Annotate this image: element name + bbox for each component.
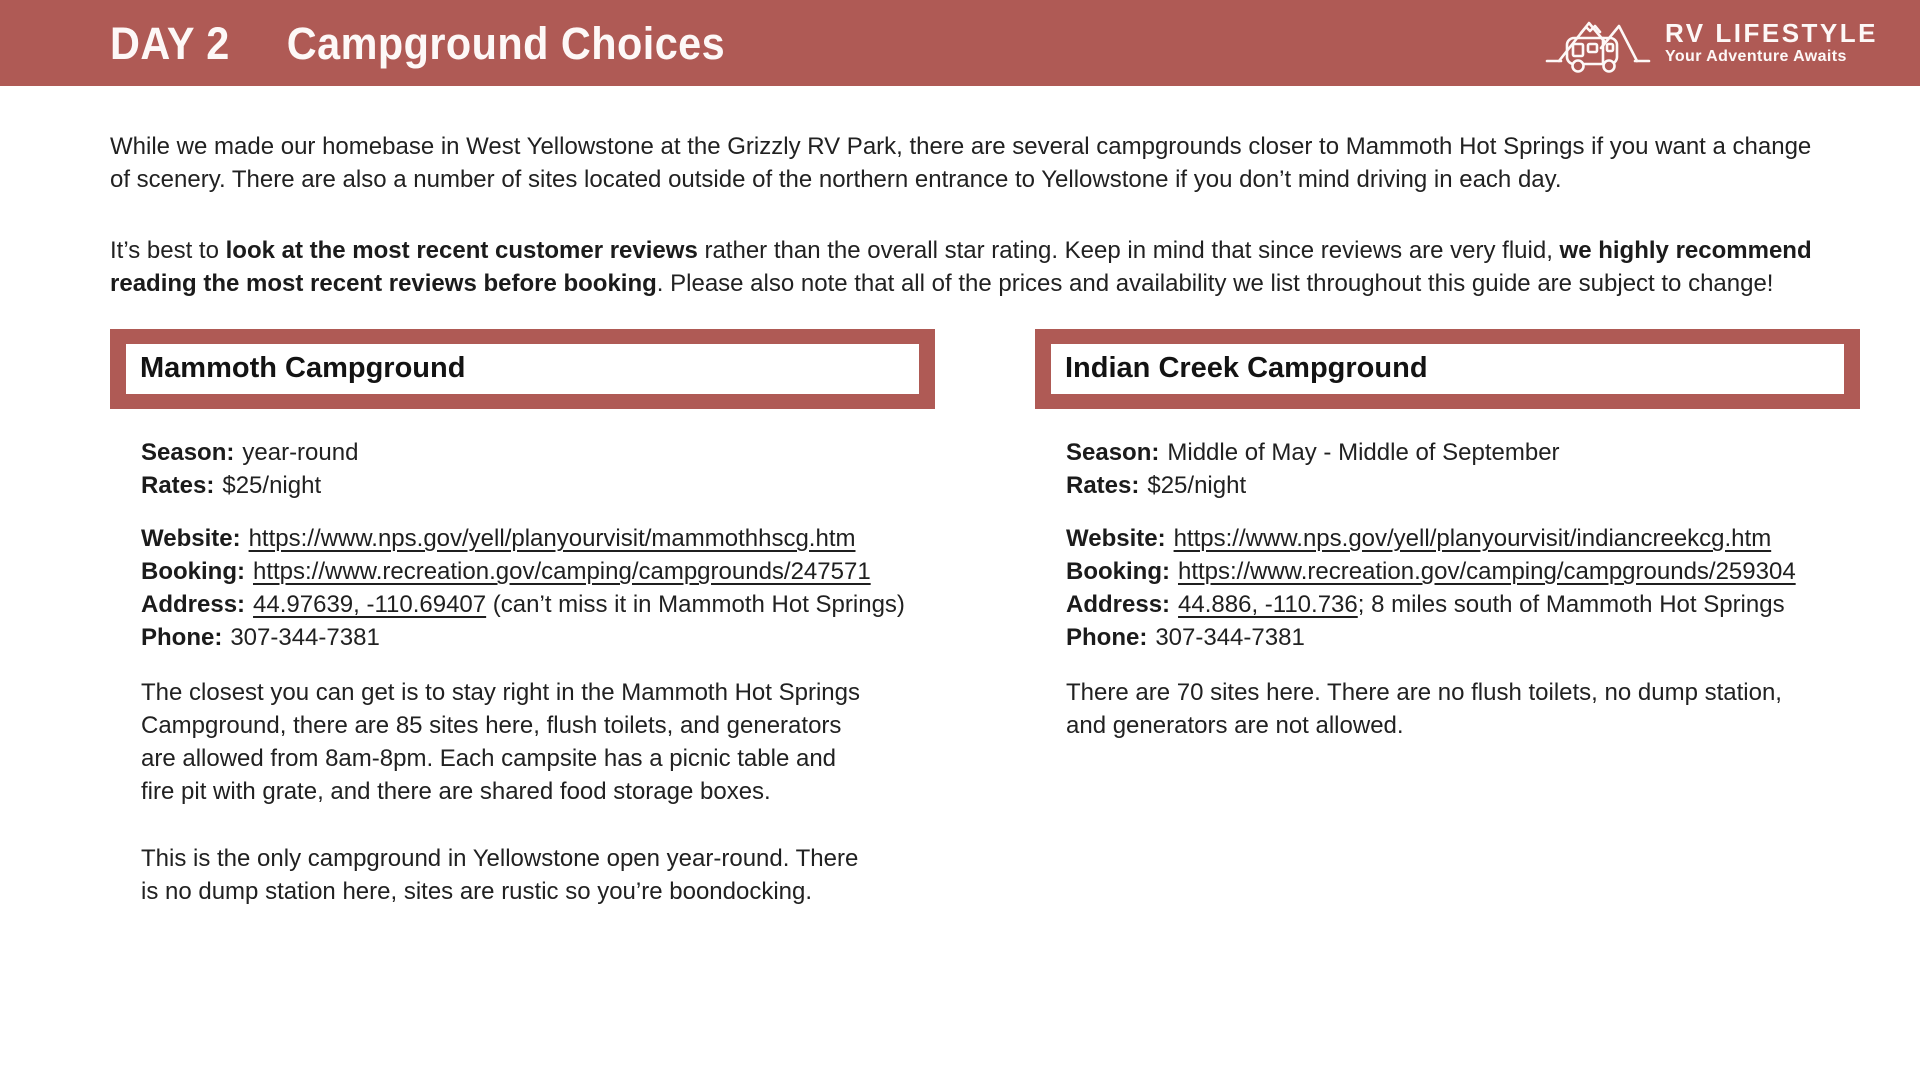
campground-card-indian-creek: [1035, 329, 1860, 908]
booking-label: Booking:: [141, 558, 245, 585]
card-header-mammoth: [110, 329, 935, 409]
intro-p2-bold-1: look at the most recent customer reviews: [225, 237, 698, 264]
description-paragraph: This is the only campground in Yellowstone open year-round. There is no dump station here, sites are rustic so you’re boondocking.: [141, 845, 859, 905]
intro-paragraph-1: While we made our homebase in West Yellowstone at the Grizzly RV Park, there are several campgrounds closer to Mammoth Hot Springs if you want a change of scenery. There are also a number of sites located outside of the northern entrance to Yellowstone if you don’t mind driving in each day.: [110, 133, 1812, 193]
card-title-indian-creek: Indian Creek Campground: [1065, 352, 1428, 384]
card-body-indian-creek: [1035, 409, 1860, 742]
day-label: DAY 2: [110, 17, 230, 69]
rates-label: Rates:: [1066, 472, 1140, 499]
intro-p2-text: It’s best to: [110, 237, 226, 264]
phone-value: 307-344-7381: [1155, 624, 1305, 651]
rates-value: $25/night: [222, 472, 322, 499]
page-header: [0, 0, 1920, 86]
phone-value: 307-344-7381: [230, 624, 380, 651]
brand-text: [1665, 19, 1878, 67]
intro-p2-text-3: . Please also note that all of the prices and availability we list throughout this guide are subject to change!: [656, 270, 1774, 297]
description-paragraph: There are 70 sites here. There are no flush toilets, no dump station, and generators are not allowed.: [1066, 679, 1782, 739]
address-row: [141, 588, 905, 621]
rates-row: [141, 469, 905, 502]
intro-section: [0, 86, 1840, 300]
address-row: [1066, 588, 1830, 621]
website-row: [141, 522, 905, 555]
description-paragraph: The closest you can get is to stay right in the Mammoth Hot Springs Campground, there are 85 sites here, flush toilets, and generators are allowed from 8am-8pm. Each campsite has a picnic table and fire pit with grate, and there are shared food storage boxes.: [141, 679, 860, 805]
website-label: Website:: [141, 525, 241, 552]
phone-row: [141, 621, 905, 654]
address-note: (can’t miss it in Mammoth Hot Springs): [486, 591, 905, 618]
brand-name: RV LIFESTYLE: [1665, 18, 1878, 48]
brand-logo: [1545, 12, 1878, 74]
website-link[interactable]: https://www.nps.gov/yell/planyourvisit/indiancreekcg.htm: [1173, 525, 1772, 552]
links-block: [1066, 522, 1830, 654]
card-title-mammoth: Mammoth Campground: [140, 352, 466, 384]
rv-mountains-icon: [1545, 12, 1651, 74]
campground-cards: [110, 329, 1860, 908]
season-value: year-round: [242, 439, 359, 466]
campground-card-mammoth: [110, 329, 935, 908]
booking-row: [141, 555, 905, 588]
booking-link[interactable]: https://www.recreation.gov/camping/campgrounds/259304: [1177, 558, 1796, 585]
rates-value: $25/night: [1147, 472, 1247, 499]
booking-row: [1066, 555, 1830, 588]
links-block: [141, 522, 905, 654]
season-row: [1066, 436, 1830, 469]
rates-row: [1066, 469, 1830, 502]
card-header-indian-creek: [1035, 329, 1860, 409]
address-note: ; 8 miles south of Mammoth Hot Springs: [1357, 591, 1785, 618]
season-label: Season:: [1066, 439, 1160, 466]
season-value: Middle of May - Middle of September: [1167, 439, 1560, 466]
page-title-text: Campground Choices: [286, 17, 726, 69]
address-label: Address:: [141, 591, 246, 618]
address-link[interactable]: 44.886, -110.736: [1178, 591, 1358, 618]
phone-label: Phone:: [1066, 624, 1148, 651]
intro-p2-bold-2: we highly recommend reading the most recent reviews before booking: [110, 237, 1812, 297]
website-row: [1066, 522, 1830, 555]
address-label: Address:: [1066, 591, 1171, 618]
booking-link[interactable]: https://www.recreation.gov/camping/campgrounds/247571: [252, 558, 871, 585]
phone-row: [1066, 621, 1830, 654]
intro-paragraph-2: [110, 234, 1835, 300]
page-title: [110, 17, 726, 69]
website-link[interactable]: https://www.nps.gov/yell/planyourvisit/mammothhscg.htm: [248, 525, 856, 552]
website-label: Website:: [1066, 525, 1166, 552]
brand-tagline: Your Adventure Awaits: [1665, 48, 1847, 65]
rates-label: Rates:: [141, 472, 215, 499]
season-label: Season:: [141, 439, 235, 466]
address-link[interactable]: 44.97639, -110.69407: [253, 591, 487, 618]
phone-label: Phone:: [141, 624, 223, 651]
booking-label: Booking:: [1066, 558, 1170, 585]
season-row: [141, 436, 905, 469]
card-body-mammoth: [110, 409, 935, 908]
intro-p2-text-2: rather than the overall star rating. Keep in mind that since reviews are very fluid,: [697, 237, 1560, 264]
